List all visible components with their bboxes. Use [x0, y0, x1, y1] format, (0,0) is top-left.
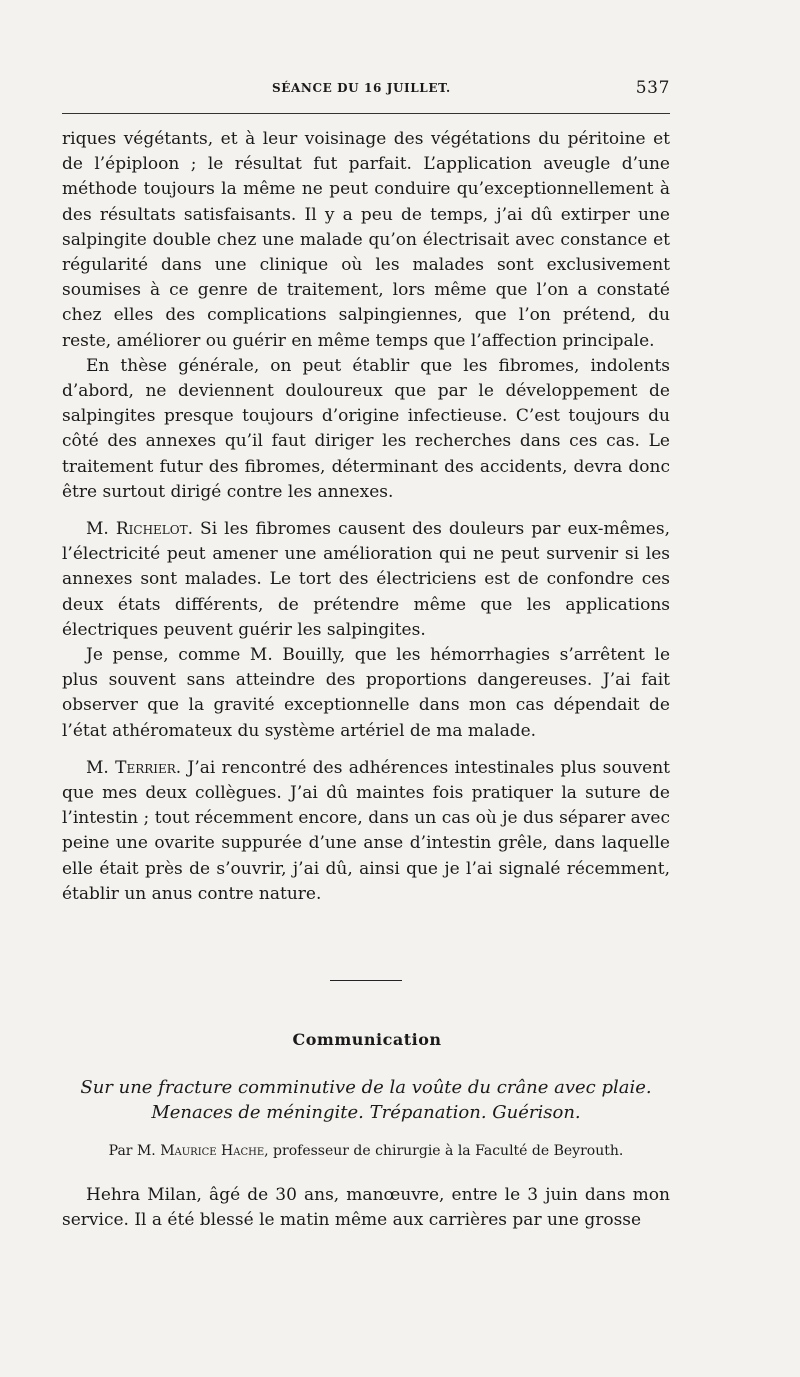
paragraph-continuation: riques végétants, et à leur voisinage des végétations du péritoine et de l’épiploon ; le résultat fut parfait. L’application aveugle d’une méthode toujours la même ne peut conduire qu’exceptionnellement à des résultats satisfaisants. Il y a peu de temps, j’ai dû extirper une salpingite double chez une malade qu’on électrisait avec constance et régularité dans une clinique où les malades sont exclusivement soumises à ce genre de traitement, lors même que l’on a constaté chez elles des complications salpingiennes, que l’on prétend, du reste, améliorer ou guérir en même temps que l’affection principale.	[62, 129, 670, 351]
speaker-terrier: M. Terrier.	[86, 757, 182, 778]
paragraph-richelot	[62, 517, 670, 643]
article-title-line-1: Sur une fracture comminutive de la voûte du crâne avec plaie.	[80, 1077, 652, 1098]
paragraph-case-opening: Hehra Milan, âgé de 30 ans, manœuvre, entre le 3 juin dans mon service. Il a été blessé le matin même aux carrières par une grosse	[62, 1185, 670, 1230]
page-number: 537	[635, 78, 670, 98]
speaker-richelot: M. Richelot.	[86, 519, 194, 540]
article-text	[62, 1183, 670, 1233]
header-rule	[62, 113, 670, 114]
paragraph-richelot-2: Je pense, comme M. Bouilly, que les hémorrhagies s’arrêtent le plus souvent sans atteindre des proportions dangereuses. J’ai fait observer que la gravité exceptionnelle dans mon cas dépendait de l’état athéromateux du système artériel de ma malade.	[62, 645, 670, 741]
terrier-text: J’ai rencontré des adhérences intestinales plus souvent que mes deux collègues. J’ai dû maintes fois pratiquer la suture de l’intestin ; tout récemment encore, dans un cas où je dus séparer avec peine une ovarite suppurée d’une anse d’intestin grêle, dans laquelle elle était près de s’ouvrir, j’ai dû, ainsi que je l’ai signalé récemment, établir un anus contre nature.	[62, 757, 670, 904]
paragraph-these-generale: En thèse générale, on peut établir que les fibromes, indolents d’abord, ne deviennent douloureux que par le développement de salpingites presque toujours d’origine infectieuse. C’est toujours du côté des annexes qu’il faut diriger les recherches dans ces cas. Le traitement futur des fibromes, déterminant des accidents, devra donc être surtout dirigé contre les annexes.	[62, 355, 670, 502]
author-name: Maurice Hache	[160, 1143, 265, 1159]
paragraph-terrier	[62, 756, 670, 907]
richelot-text: Si les fibromes causent des douleurs par eux-mêmes, l’électricité peut amener une amélioration qui ne peut survenir si les annexes sont malades. Le tort des électriciens est de confondre ces deux états différents, de prétendre même que les applications électriques peuvent guérir les salpingites.	[62, 519, 670, 640]
main-text	[62, 127, 670, 907]
article-title	[62, 1075, 670, 1125]
byline-prefix: Par M.	[108, 1143, 161, 1159]
communication-heading: Communication	[292, 1030, 442, 1049]
section-separator	[330, 980, 402, 981]
article-title-line-2: Menaces de méningite. Trépanation. Guérison.	[151, 1102, 581, 1123]
author-byline	[62, 1143, 670, 1159]
running-title: SÉANCE DU 16 JUILLET.	[272, 81, 451, 95]
byline-suffix: , professeur de chirurgie à la Faculté de Beyrouth.	[264, 1143, 624, 1159]
running-header	[62, 78, 670, 102]
